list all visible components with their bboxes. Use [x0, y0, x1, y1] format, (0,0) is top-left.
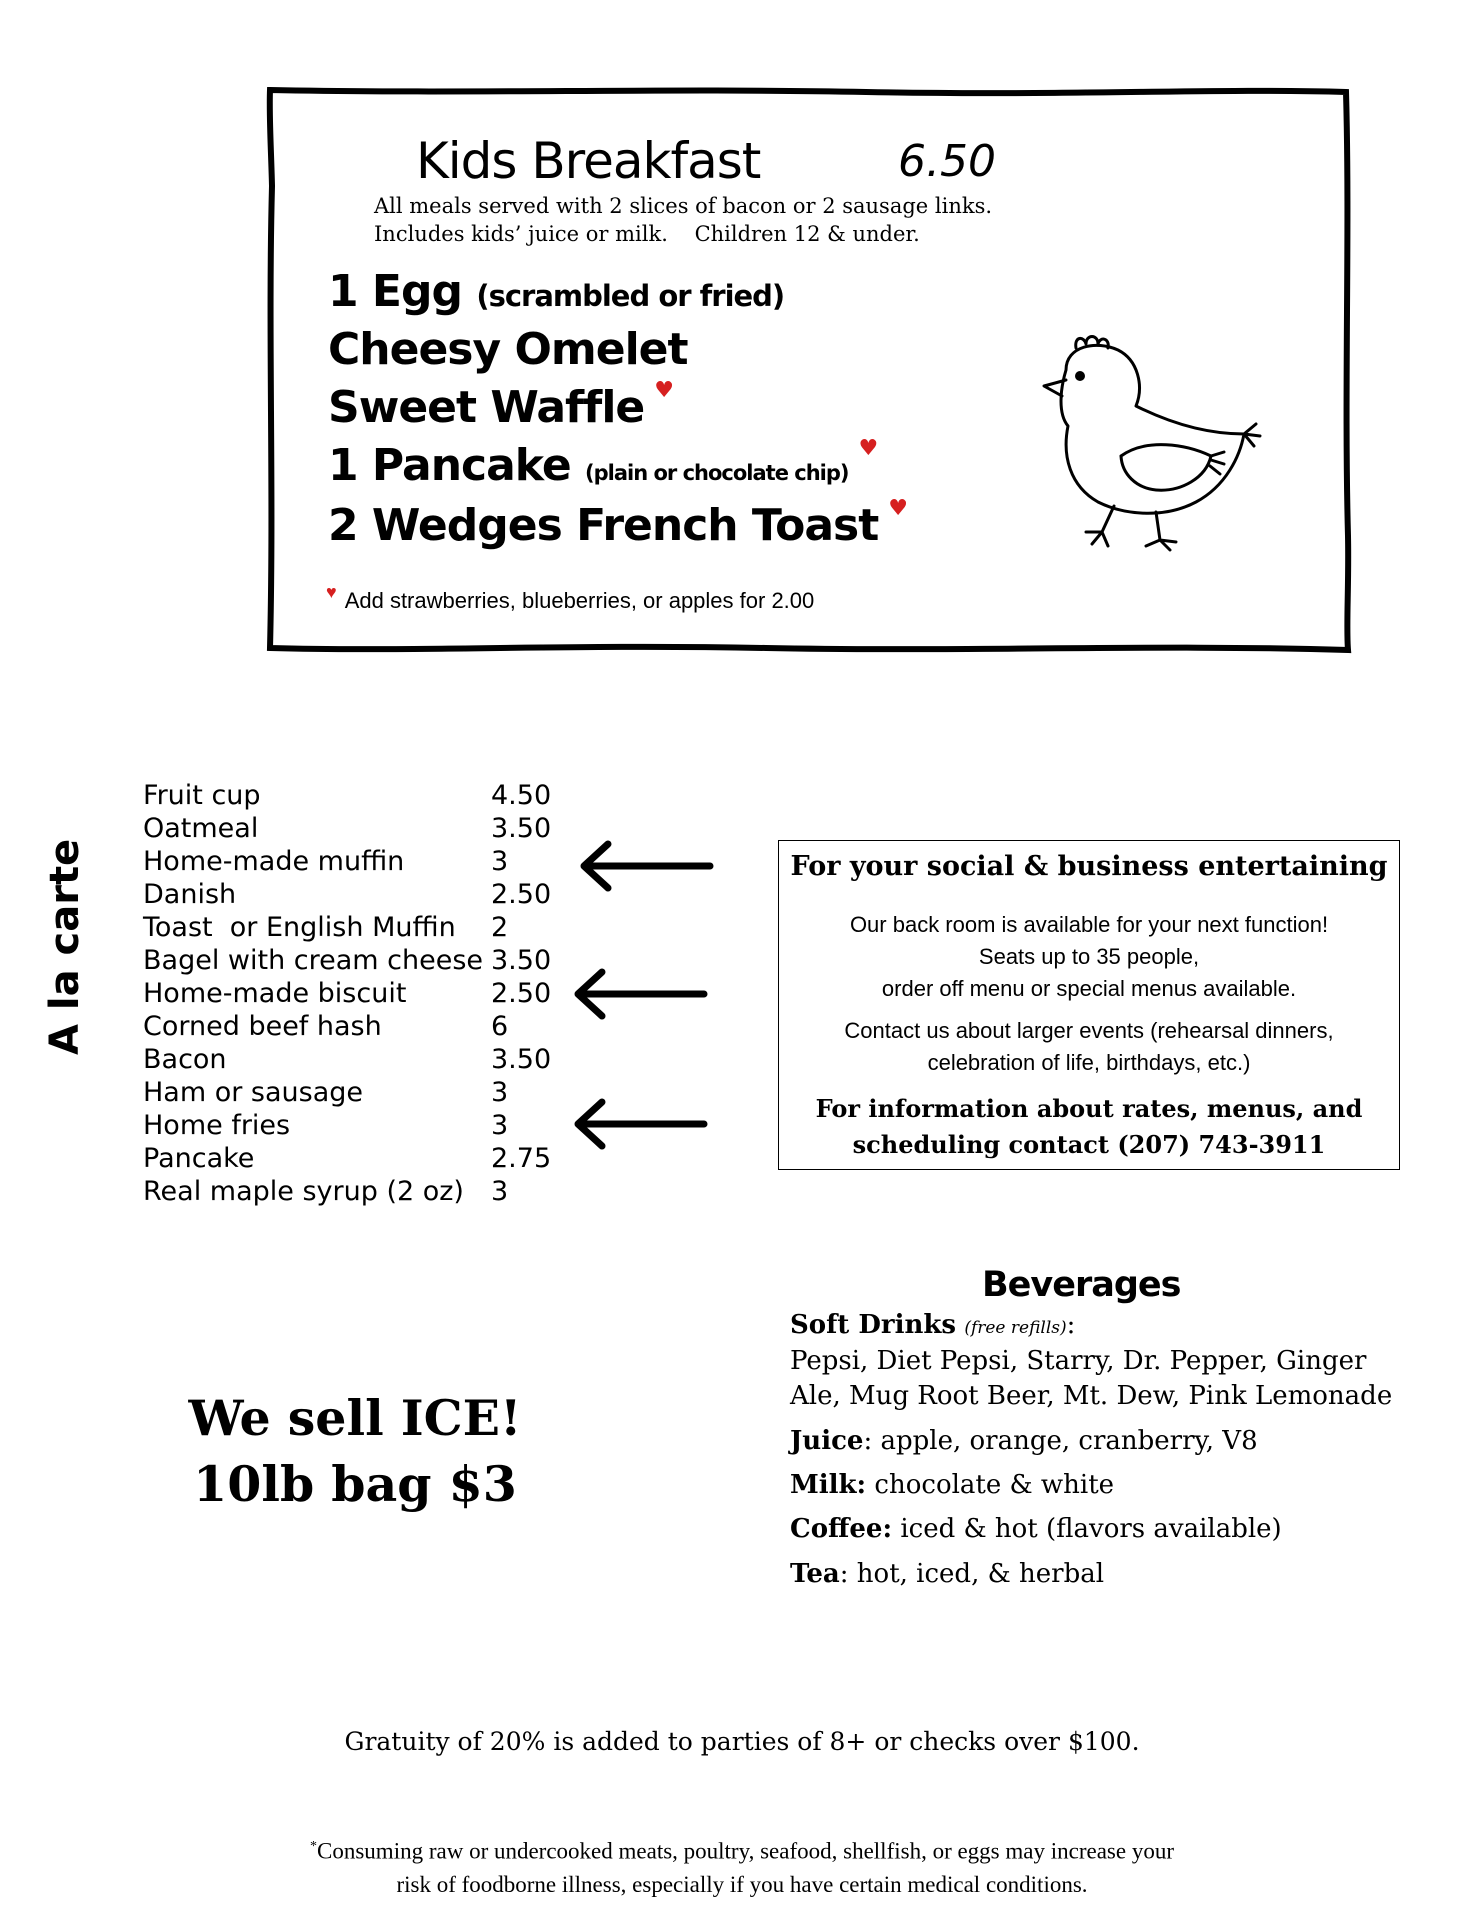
list-item: [143, 1110, 509, 1141]
ice-promo-line: 10lb bag $3: [193, 1455, 517, 1513]
strawberry-icon: ♥: [326, 582, 337, 602]
milk-label: Milk:: [790, 1470, 867, 1500]
juice-label: Juice: [790, 1426, 864, 1456]
kids-item-name: Cheesy Omelet: [328, 324, 688, 375]
item-name: Home-made muffin: [143, 846, 405, 877]
item-name: Home fries: [143, 1110, 291, 1141]
social-events-box: [778, 840, 1400, 1170]
list-item: [143, 1011, 509, 1042]
strawberry-icon: ♥: [858, 436, 878, 461]
list-item: [143, 1044, 552, 1075]
social-line: celebration of life, birthdays, etc.): [927, 1050, 1251, 1075]
kids-breakfast-title: Kids Breakfast: [416, 132, 761, 190]
item-name: Corned beef hash: [143, 1011, 382, 1042]
item-price: 2.50: [491, 978, 552, 1009]
item-name: Real maple syrup (2 oz): [143, 1176, 464, 1207]
kids-item-detail: (plain or chocolate chip): [585, 461, 849, 485]
social-events-title: For your social & business entertaining: [790, 851, 1388, 882]
juice-value: : apple, orange, cranberry, V8: [863, 1426, 1258, 1456]
item-price: 3.50: [491, 1044, 552, 1075]
soft-drinks-colon: :: [1066, 1310, 1076, 1340]
kids-item-name: 2 Wedges French Toast: [328, 500, 879, 551]
left-arrow-icon: [570, 966, 710, 1022]
kids-item: [328, 436, 878, 491]
beverages-title: Beverages: [982, 1265, 1181, 1305]
item-name: Danish: [143, 879, 237, 910]
disclaimer-line: [0, 1830, 1484, 1868]
kids-breakfast-price: 6.50: [898, 136, 996, 187]
item-price: 3: [491, 1176, 509, 1207]
food-safety-disclaimer: [0, 1830, 1484, 1901]
disclaimer-text: Consuming raw or undercooked meats, poultry, seafood, shellfish, or eggs may increase your: [317, 1838, 1174, 1864]
item-price: 3: [491, 846, 509, 877]
ice-promo: [160, 1385, 550, 1517]
list-item: [143, 1143, 552, 1174]
soft-drinks-note: (free refills): [964, 1318, 1067, 1338]
disclaimer-line: risk of foodborne illness, especially if you have certain medical conditions.: [396, 1871, 1088, 1897]
gratuity-notice: Gratuity of 20% is added to parties of 8+ or checks over $100.: [344, 1727, 1140, 1756]
list-item: [143, 912, 509, 943]
item-name: Ham or sausage: [143, 1077, 364, 1108]
item-name: Oatmeal: [143, 813, 259, 844]
list-item: [143, 813, 552, 844]
tea-line: [790, 1559, 1104, 1589]
social-contact-line: For information about rates, menus, and: [815, 1094, 1363, 1123]
list-item: [143, 1176, 509, 1207]
item-name: Bagel with cream cheese: [143, 945, 484, 976]
social-contact-line: scheduling contact (207) 743-3911: [852, 1130, 1326, 1159]
kids-item: [328, 378, 673, 433]
disclaimer-mark: *: [310, 1839, 318, 1854]
alacarte-label: A la carte: [42, 838, 88, 1055]
item-price: 2.50: [491, 879, 552, 910]
kids-breakfast-box: [266, 86, 1352, 656]
tea-value: : hot, iced, & herbal: [839, 1559, 1105, 1589]
soft-drinks-list: Pepsi, Diet Pepsi, Starry, Dr. Pepper, Ginger: [790, 1346, 1367, 1376]
item-price: 3: [491, 1110, 509, 1141]
list-item: [143, 978, 552, 1009]
fruit-addon-text: Add strawberries, blueberries, or apples for 2.00: [344, 588, 815, 613]
item-name: Pancake: [143, 1143, 255, 1174]
tea-label: Tea: [790, 1559, 840, 1589]
social-line: Seats up to 35 people,: [978, 944, 1200, 969]
social-events-paragraph: [779, 1015, 1399, 1079]
strawberry-icon: ♥: [654, 378, 673, 403]
item-price: 3.50: [491, 813, 552, 844]
kids-item: [328, 496, 907, 551]
item-price: 2: [491, 912, 509, 943]
list-item: [143, 879, 552, 910]
list-item: [143, 945, 552, 976]
list-item: [143, 780, 552, 811]
social-line: order off menu or special menus available.: [881, 976, 1297, 1001]
left-arrow-icon: [570, 1096, 710, 1152]
kids-item-name: 1 Egg: [328, 266, 462, 317]
strawberry-icon: ♥: [888, 496, 907, 521]
item-name: Home-made biscuit: [143, 978, 407, 1009]
chick-illustration: [1026, 306, 1266, 556]
coffee-label: Coffee:: [790, 1514, 893, 1544]
kids-item-name: Sweet Waffle: [328, 382, 645, 433]
item-name: Toast or English Muffin: [143, 912, 456, 943]
item-price: 6: [491, 1011, 509, 1042]
social-line: Contact us about larger events (rehearsal dinners,: [844, 1018, 1334, 1043]
coffee-line: [790, 1514, 1282, 1544]
item-price: 4.50: [491, 780, 552, 811]
kids-note-line-1: All meals served with 2 slices of bacon or 2 sausage links.: [374, 194, 993, 218]
social-contact-info: [779, 1091, 1399, 1163]
milk-line: [790, 1470, 1114, 1500]
milk-value: chocolate & white: [866, 1470, 1115, 1500]
soft-drinks-list: Ale, Mug Root Beer, Mt. Dew, Pink Lemonade: [790, 1381, 1393, 1411]
kids-item-detail: (scrambled or fried): [476, 279, 785, 313]
kids-item: [328, 266, 784, 317]
item-price: 3.50: [491, 945, 552, 976]
social-events-paragraph: [779, 909, 1399, 1005]
kids-item-name: 1 Pancake: [328, 440, 571, 491]
item-price: 2.75: [491, 1143, 552, 1174]
item-name: Bacon: [143, 1044, 227, 1075]
coffee-value: iced & hot (flavors available): [892, 1514, 1282, 1544]
kids-note-line-2: Includes kids’ juice or milk. Children 12 & under.: [374, 222, 920, 246]
soft-drinks-label: Soft Drinks: [790, 1310, 957, 1340]
ice-promo-line: We sell ICE!: [188, 1389, 522, 1447]
left-arrow-icon: [576, 838, 716, 894]
kids-item: [328, 324, 688, 375]
juice-line: [790, 1426, 1258, 1456]
fruit-addon-note: [326, 582, 815, 614]
item-name: Fruit cup: [143, 780, 261, 811]
list-item: [143, 1077, 509, 1108]
soft-drinks-heading: [790, 1310, 1075, 1340]
social-line: Our back room is available for your next function!: [849, 912, 1329, 937]
item-price: 3: [491, 1077, 509, 1108]
list-item: [143, 846, 509, 877]
